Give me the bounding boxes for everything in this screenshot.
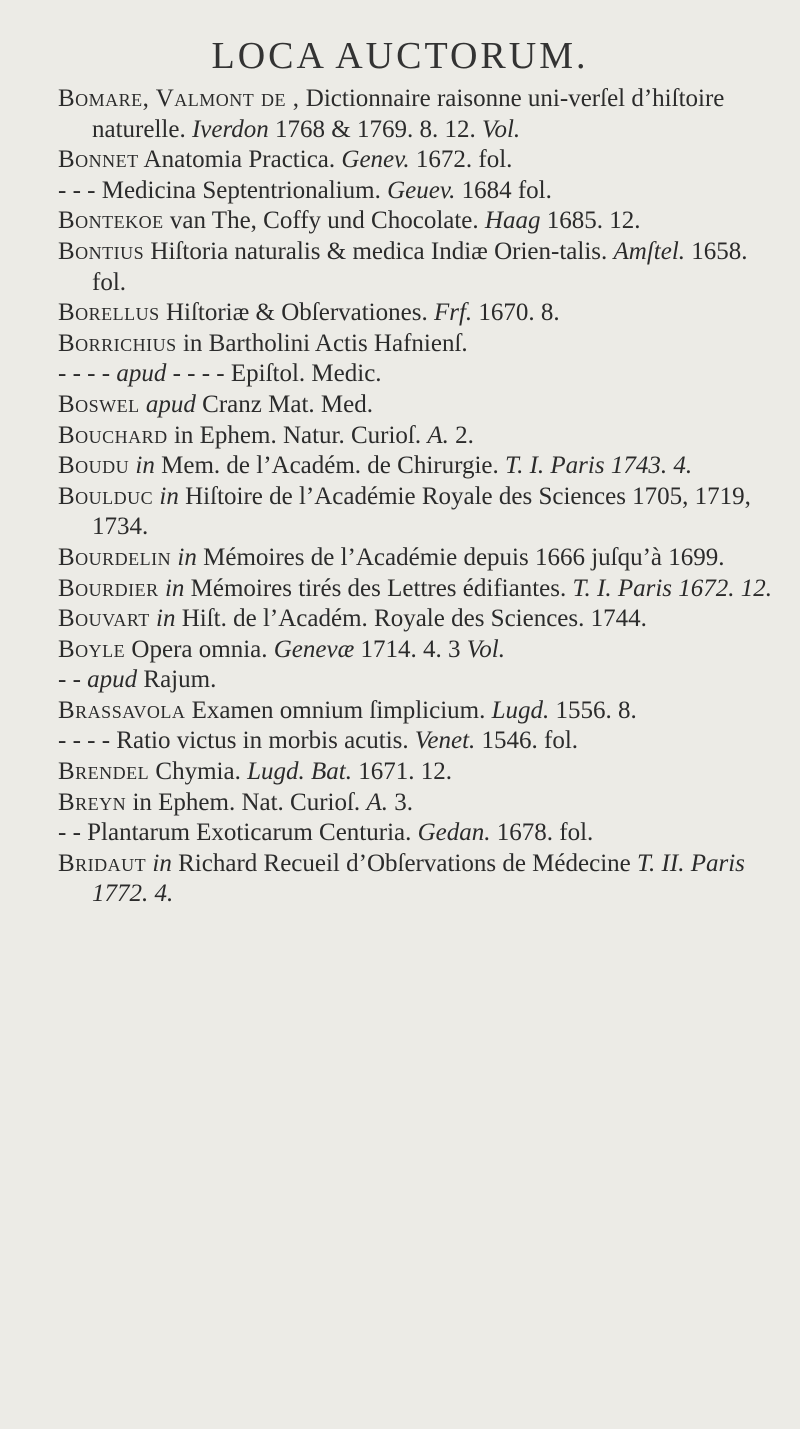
- list-item: [58, 574, 778, 605]
- entry-details: Richard Recueil d’Obſervations de Médecine: [171, 849, 637, 877]
- list-item: [58, 84, 778, 145]
- entry-author: Borellus: [58, 299, 160, 327]
- list-item: [58, 329, 778, 360]
- entry-place: in: [159, 482, 179, 510]
- entry-details: 1546. fol.: [475, 727, 579, 755]
- entry-author: Brassavola: [58, 696, 186, 724]
- entry-text: - - - Medicina Septentrionalium.: [58, 176, 388, 204]
- entry-place: Gedan.: [417, 819, 491, 847]
- list-item: [58, 696, 778, 727]
- entry-details: 1685. 12.: [540, 207, 641, 235]
- entry-place: apud: [116, 360, 167, 388]
- entry-text: in Bartholini Actis Hafnienſ.: [176, 329, 468, 357]
- entry-tail: T. I. Paris 1743. 4.: [505, 452, 693, 480]
- entry-tail: Vol.: [481, 115, 521, 143]
- entry-place: apud: [145, 390, 196, 418]
- entry-text: in Ephem. Nat. Curioſ.: [126, 788, 367, 816]
- entry-author: Borrichius: [58, 329, 177, 357]
- entry-tail: T. II. Paris 1772. 4.: [92, 849, 745, 908]
- entry-place: Venet.: [414, 727, 476, 755]
- entry-author: Bourdier: [58, 574, 159, 602]
- list-item: [58, 145, 778, 176]
- entry-place: Frf.: [433, 299, 473, 327]
- list-item: [58, 176, 778, 207]
- list-item: [58, 849, 778, 910]
- entry-author: Bontius: [58, 237, 145, 265]
- entry-details: Hiſtoire de l’Académie Royale des Sciences 1705, 1719, 1734.: [92, 482, 751, 541]
- entry-details: 3.: [387, 788, 413, 816]
- entry-place: apud: [87, 666, 138, 694]
- entry-list: [58, 84, 778, 910]
- entry-details: 1556. 8.: [549, 696, 637, 724]
- entry-text: - - - - Ratio victus in morbis acutis.: [58, 727, 415, 755]
- entry-author: Boudu: [58, 452, 130, 480]
- entry-place: in: [135, 452, 155, 480]
- entry-text: - - - -: [58, 360, 117, 388]
- entry-place: in: [164, 574, 185, 602]
- list-item: [58, 726, 778, 757]
- entry-place: A.: [366, 788, 388, 816]
- entry-text: Anatomia Practica.: [138, 146, 342, 174]
- entry-details: 1714. 4. 3: [354, 635, 467, 663]
- list-item: [58, 543, 778, 574]
- entry-author: Bonnet: [58, 146, 139, 174]
- list-item: [58, 206, 778, 237]
- entry-author: Boswel: [58, 390, 140, 418]
- list-item: [58, 788, 778, 819]
- entry-author: Bouvart: [58, 605, 150, 633]
- entry-place: Lugd. Bat.: [247, 758, 352, 786]
- entry-details: Mémoires de l’Académie depuis 1666 juſqu’à 1699.: [196, 543, 725, 571]
- entry-place: Genev.: [341, 146, 410, 174]
- entry-text: Hiſtoria naturalis & medica Indiæ Orien-talis.: [144, 237, 614, 265]
- entry-details: 2.: [448, 421, 474, 449]
- list-item: [58, 665, 778, 696]
- entry-details: Mem. de l’Académ. de Chirurgie.: [154, 452, 506, 480]
- entry-place: A.: [427, 421, 449, 449]
- entry-details: 1671. 12.: [351, 758, 452, 786]
- entry-author: Breyn: [58, 788, 127, 816]
- entry-author: Boyle: [58, 635, 126, 663]
- entry-text: in Ephem. Natur. Curioſ.: [167, 421, 428, 449]
- entry-details: 1684 fol.: [455, 176, 552, 204]
- entry-tail: T. I. Paris 1672. 12.: [572, 574, 773, 602]
- entry-place: Genevæ: [273, 635, 355, 663]
- entry-author: Bontekoe: [58, 207, 164, 235]
- entry-details: 1678. fol.: [490, 819, 594, 847]
- entry-text: Hiſtoriæ & Obſervationes.: [159, 299, 434, 327]
- list-item: [58, 604, 778, 635]
- entry-author: Bourdelin: [58, 543, 172, 571]
- entry-text: - -: [58, 666, 88, 694]
- entry-text: van The, Coffy und Chocolate.: [163, 207, 485, 235]
- list-item: [58, 298, 778, 329]
- list-item: [58, 390, 778, 421]
- entry-details: 1672. fol.: [409, 146, 513, 174]
- entry-place: Geuev.: [387, 176, 456, 204]
- entry-author: Brendel: [58, 758, 150, 786]
- entry-text: - - Plantarum Exoticarum Centuria.: [58, 819, 418, 847]
- entry-details: Cranz Mat. Med.: [195, 390, 373, 418]
- entry-author: Bouchard: [58, 421, 168, 449]
- entry-author: Boulduc: [58, 482, 154, 510]
- list-item: [58, 451, 778, 482]
- entry-place: Amſtel.: [613, 237, 686, 265]
- entry-details: 1768 & 1769. 8. 12.: [268, 115, 482, 143]
- entry-tail: Vol.: [466, 635, 505, 663]
- list-item: [58, 482, 778, 543]
- entry-text: Dictionnaire raisonne uni-verſel d’hiſtoire naturelle.: [92, 85, 725, 143]
- list-item: [58, 421, 778, 452]
- entry-details: Rajum.: [137, 666, 217, 694]
- entry-author: Bridaut: [58, 849, 147, 877]
- list-item: [58, 818, 778, 849]
- page-header: LOCA AUCTORUM.: [211, 35, 589, 77]
- entry-details: Mémoires tirés des Lettres édifiantes.: [184, 574, 573, 602]
- entry-author: Bomare, Valmont de ,: [58, 85, 300, 112]
- entry-text: Examen omnium ſimplicium.: [185, 696, 492, 724]
- list-item: [58, 237, 778, 298]
- list-item: [58, 757, 778, 788]
- entry-place: Lugd.: [491, 696, 550, 724]
- entry-details: 1670. 8.: [472, 299, 560, 327]
- entry-details: - - - - Epiſtol. Medic.: [166, 360, 382, 388]
- entry-place: in: [156, 605, 176, 633]
- list-item: [58, 635, 778, 666]
- entry-place: in: [177, 543, 197, 571]
- entry-place: in: [152, 849, 172, 877]
- entry-place: Iverdon: [191, 115, 269, 143]
- entry-details: Hiſt. de l’Académ. Royale des Sciences. 1744.: [175, 605, 647, 633]
- entry-place: Haag: [484, 207, 541, 235]
- list-item: [58, 359, 778, 390]
- entry-text: Chymia.: [149, 758, 248, 786]
- entry-text: Opera omnia.: [125, 635, 274, 663]
- entry-details: 1658. fol.: [92, 237, 748, 296]
